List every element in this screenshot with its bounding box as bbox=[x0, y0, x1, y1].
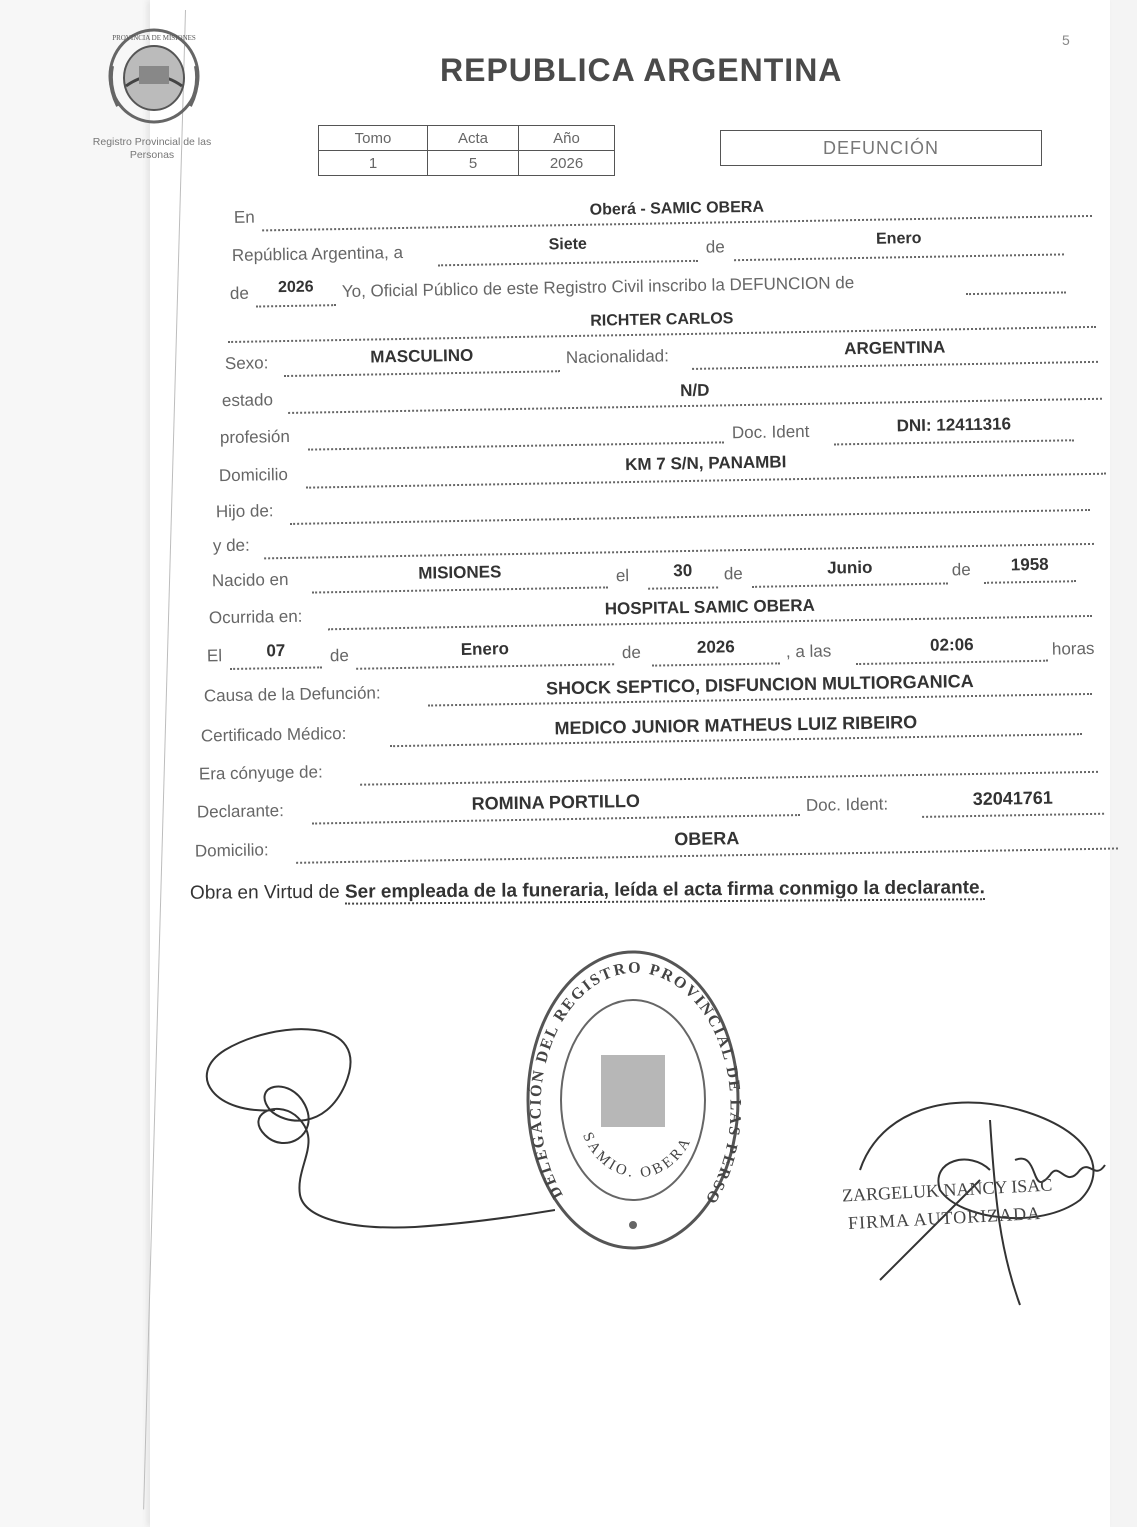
death-day: 07 bbox=[266, 641, 286, 661]
estado-value: N/D bbox=[679, 380, 710, 401]
death-year: 2026 bbox=[696, 637, 735, 657]
birth-month: Junio bbox=[826, 557, 873, 578]
inscribo-line bbox=[966, 269, 1066, 295]
alas-label: , a las bbox=[785, 641, 832, 662]
doc-label: Doc. Ident bbox=[731, 421, 810, 443]
nacido-label: Nacido en bbox=[211, 569, 289, 591]
death-month: Enero bbox=[460, 639, 510, 659]
doc-value: DNI: 12411316 bbox=[896, 414, 1012, 436]
record-type-box: DEFUNCIÓN bbox=[720, 130, 1042, 166]
authorized-role-stamp: FIRMA AUTORIZADA bbox=[847, 1202, 1042, 1234]
ocurrida-label: Ocurrida en: bbox=[208, 606, 303, 628]
conyuge-label: Era cónyuge de: bbox=[198, 762, 323, 784]
province-crest-icon bbox=[104, 26, 204, 131]
certificado-label: Certificado Médico: bbox=[200, 723, 347, 746]
sexo-value: MASCULINO bbox=[370, 345, 474, 367]
domicilio-value: KM 7 S/N, PANAMBI bbox=[624, 452, 787, 475]
nacionalidad-value: ARGENTINA bbox=[844, 337, 946, 359]
svg-text:PROVINCIA DE MISIONES: PROVINCIA DE MISIONES bbox=[112, 34, 196, 42]
declarant-signature-icon bbox=[195, 1015, 555, 1250]
day-value: Siete bbox=[548, 235, 588, 254]
acta-header: Acta bbox=[428, 126, 519, 151]
en-value: Oberá - SAMIC OBERA bbox=[589, 198, 765, 219]
acta-value: 5 bbox=[428, 151, 519, 176]
tomo-acta-anio-table bbox=[318, 125, 615, 176]
de-label-3: de bbox=[951, 560, 971, 580]
registry-seal-icon bbox=[523, 945, 743, 1260]
svg-text:DELEGACIÓN DEL REGISTRO PROVIN: DELEGACIÓN DEL REGISTRO PROVINCIAL DE LAS PERSO bbox=[527, 959, 743, 1208]
declarante-value: ROMINA PORTILLO bbox=[471, 790, 641, 814]
page-number: 5 bbox=[1062, 32, 1070, 48]
tomo-value: 1 bbox=[319, 151, 428, 176]
obra-line bbox=[190, 877, 985, 905]
horas-label: horas bbox=[1051, 638, 1095, 659]
page-title: REPUBLICA ARGENTINA bbox=[440, 52, 843, 88]
year-value: 2026 bbox=[277, 278, 314, 297]
decl-doc-label: Doc. Ident: bbox=[805, 794, 889, 815]
decl-domicilio-value: OBERA bbox=[674, 828, 740, 850]
republica-label: República Argentina, a bbox=[231, 242, 404, 265]
hijo-label: Hijo de: bbox=[215, 501, 274, 522]
el-label: el bbox=[615, 566, 630, 586]
de-label-2: de bbox=[723, 564, 743, 584]
birth-day: 30 bbox=[673, 560, 693, 581]
deceased-name: RICHTER CARLOS bbox=[590, 310, 734, 330]
birth-year: 1958 bbox=[1010, 554, 1049, 575]
tomo-header: Tomo bbox=[319, 126, 428, 151]
de-label-5: de bbox=[621, 642, 641, 663]
decl-doc-value: 32041761 bbox=[972, 787, 1054, 810]
de-label-4: de bbox=[329, 645, 350, 666]
sexo-label: Sexo: bbox=[224, 353, 269, 374]
inscribo-text: Yo, Oficial Público de este Registro Civil inscribo la DEFUNCION de bbox=[341, 273, 855, 302]
en-label: En bbox=[233, 207, 255, 227]
certificado-value: MEDICO JUNIOR MATHEUS LUIZ RIBEIRO bbox=[554, 711, 918, 739]
svg-text:SAMIO. OBERA: SAMIO. OBERA bbox=[579, 1130, 696, 1182]
nacionalidad-label: Nacionalidad: bbox=[565, 346, 670, 368]
registry-caption: Registro Provincial de las Personas bbox=[92, 136, 212, 161]
obra-label: Obra en Virtud de bbox=[189, 881, 340, 904]
death-time: 02:06 bbox=[929, 635, 974, 655]
domicilio-label: Domicilio bbox=[218, 464, 289, 486]
de-label: de bbox=[705, 237, 725, 257]
declarante-label: Declarante: bbox=[196, 801, 284, 822]
causa-value: SHOCK SEPTICO, DISFUNCION MULTIORGANICA bbox=[545, 671, 974, 699]
month-value: Enero bbox=[875, 229, 922, 248]
obra-value: Ser empleada de la funeraria, leída el acta firma conmigo la declarante. bbox=[344, 877, 985, 903]
decl-domicilio-label: Domicilio: bbox=[194, 840, 269, 861]
ocurrida-value: HOSPITAL SAMIC OBERA bbox=[604, 595, 815, 619]
authorized-name-stamp: ZARGELUK NANCY ISAC bbox=[841, 1174, 1053, 1206]
el-label-2: El bbox=[206, 646, 223, 666]
estado-label: estado bbox=[221, 390, 274, 411]
causa-label: Causa de la Defunción: bbox=[203, 683, 381, 706]
nacido-value: MISIONES bbox=[418, 562, 502, 583]
anio-header: Año bbox=[519, 126, 615, 151]
profesion-label: profesión bbox=[219, 426, 290, 448]
year-prefix-label: de bbox=[229, 283, 249, 303]
yde-label: y de: bbox=[212, 535, 250, 556]
anio-value: 2026 bbox=[519, 151, 615, 176]
